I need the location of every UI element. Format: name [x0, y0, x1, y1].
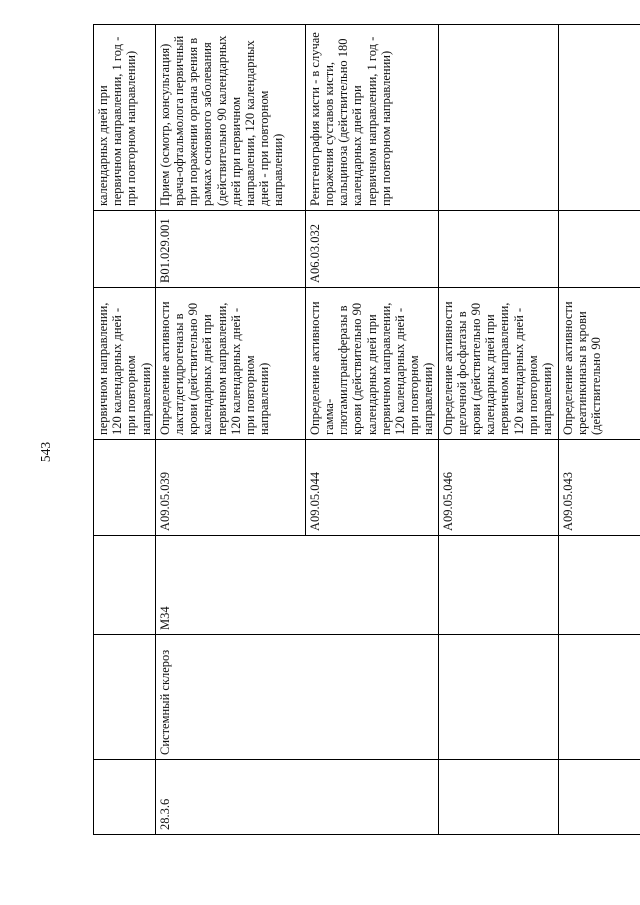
lab-text-cell: первичном направлении, 120 календарных дней - при повторном направлении) — [94, 288, 156, 440]
icd-code-cell: M34 — [155, 536, 438, 635]
instrumental-code-cell — [558, 211, 640, 288]
lab-text-cell: Определение активности лактатдегидрогеназы в крови (действительно 90 календарных дней при первичном направлении, 120 календарных дней - при повторном направлении) — [155, 288, 305, 440]
instrumental-text-cell: Рентгенография кисти - в случае поражения суставов кисти, кальциноза (действительно 180 календарных дней при первичном направлении, 1 год - при повторном направлении) — [305, 25, 438, 211]
lab-code-cell: A09.05.039 — [155, 440, 305, 536]
disease-cell: Системный склероз — [155, 635, 438, 760]
lab-text-cell: Определение активности креатинкиназы в крови (действительно 90 — [558, 288, 640, 440]
lab-code-cell — [94, 440, 156, 536]
lab-code-cell: A09.05.046 — [438, 440, 558, 536]
icd-code-cell — [438, 536, 558, 635]
disease-cell — [438, 635, 558, 760]
lab-code-cell: A09.05.043 — [558, 440, 640, 536]
table-row — [558, 25, 640, 835]
instrumental-code-cell: A06.03.032 — [305, 211, 438, 288]
row-number-cell: 28.3.6 — [155, 760, 438, 835]
disease-cell — [558, 635, 640, 760]
page-number: 543 — [38, 441, 53, 463]
table-row — [438, 25, 558, 835]
rotated-table-wrapper — [93, 25, 633, 835]
icd-code-cell — [94, 536, 156, 635]
icd-code-cell — [558, 536, 640, 635]
table-row — [94, 25, 156, 835]
services-table — [93, 24, 640, 835]
lab-text-cell: Определение активности гамма-глютамилтрансферазы в крови (действительно 90 календарных дней при первичном направлении, 120 календарных дней - при повторном направлении) — [305, 288, 438, 440]
instrumental-text-cell — [558, 25, 640, 211]
instrumental-code-cell: B01.029.001 — [155, 211, 305, 288]
row-number-cell — [94, 760, 156, 835]
row-number-cell — [438, 760, 558, 835]
lab-text-cell: Определение активности щелочной фосфатазы в крови (действительно 90 календарных дней при первичном направлении, 120 календарных дней - при повторном направлении) — [438, 288, 558, 440]
instrumental-code-cell — [94, 211, 156, 288]
row-number-cell — [558, 760, 640, 835]
disease-cell — [94, 635, 156, 760]
instrumental-text-cell — [438, 25, 558, 211]
instrumental-text-cell: Прием (осмотр, консультация) врача-офтальмолога первичный при поражении органа зрения в рамках основного заболевания (действительно 90 календарных дней при первичном направлении, 120 календарных дней - при повторном направлении) — [155, 25, 305, 211]
instrumental-code-cell — [438, 211, 558, 288]
instrumental-text-cell: календарных дней при первичном направлении, 1 год - при повторном направлении) — [94, 25, 156, 211]
table-row — [155, 25, 305, 835]
lab-code-cell: A09.05.044 — [305, 440, 438, 536]
